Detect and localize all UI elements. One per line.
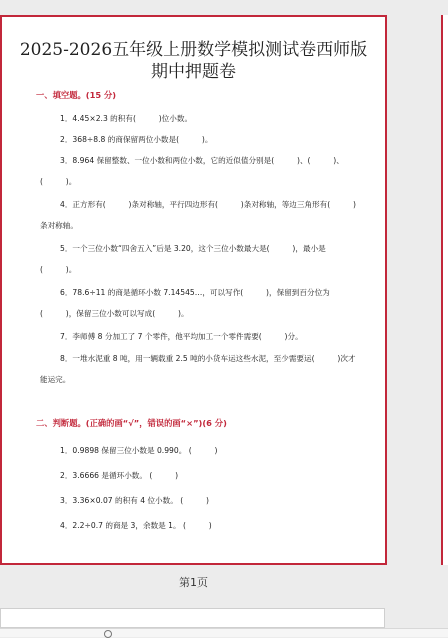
circle-icon[interactable] (104, 630, 112, 638)
question-5: 5．一个三位小数“四舍五入”后是 3.20，这个三位小数最大是( )，最小是( )。 (40, 244, 326, 274)
section-heading-fill-blank: 一、填空题。(15 分) (36, 90, 117, 100)
question-3: 3．8.964 保留整数、一位小数和两位小数，它的近似值分别是( )、( )、( )。 (40, 156, 344, 186)
question-2: 2．368÷8.8 的商保留两位小数是( )。 (60, 135, 213, 144)
judge-question-1: 1．0.9898 保留三位小数是 0.990。 ( ) (60, 446, 218, 455)
document-page (0, 15, 387, 565)
comment-bar[interactable] (0, 608, 385, 628)
question-8: 8．一堆水泥重 8 吨，用一辆载重 2.5 吨的小货车运这些水泥，至少需要运( )次才能运完。 (40, 354, 356, 384)
question-6: 6．78.6÷11 的商是循环小数 7.14545…，可以写作( )，保留到百分位为( )，保留三位小数可以写成( )。 (40, 288, 330, 318)
question-1: 1．4.45×2.3 的积有( )位小数。 (60, 114, 193, 123)
judge-question-4: 4．2.2÷0.7 的商是 3，余数是 1。 ( ) (60, 521, 212, 530)
judge-question-3: 3．3.36×0.07 的积有 4 位小数。 ( ) (60, 496, 209, 505)
next-page-edge (441, 15, 448, 565)
page-number-label: 第1页 (179, 576, 208, 589)
title-line-1: 2025-2026五年级上册数学模拟测试卷西师版 (19, 40, 368, 60)
question-7: 7．李师傅 8 分加工了 7 个零件，他平均加工一个零件需要( )分。 (60, 332, 303, 341)
judge-question-2: 2．3.6666 是循环小数。 ( ) (60, 471, 179, 480)
question-4: 4．正方形有( )条对称轴，平行四边形有( )条对称轴，等边三角形有( )条对称轴。 (40, 200, 356, 230)
document-title (2, 39, 385, 83)
section-heading-true-false: 二、判断题。(正确的画“√”，错误的画“×”)(6 分) (36, 418, 227, 428)
title-line-2: 期中押题卷 (151, 62, 236, 82)
